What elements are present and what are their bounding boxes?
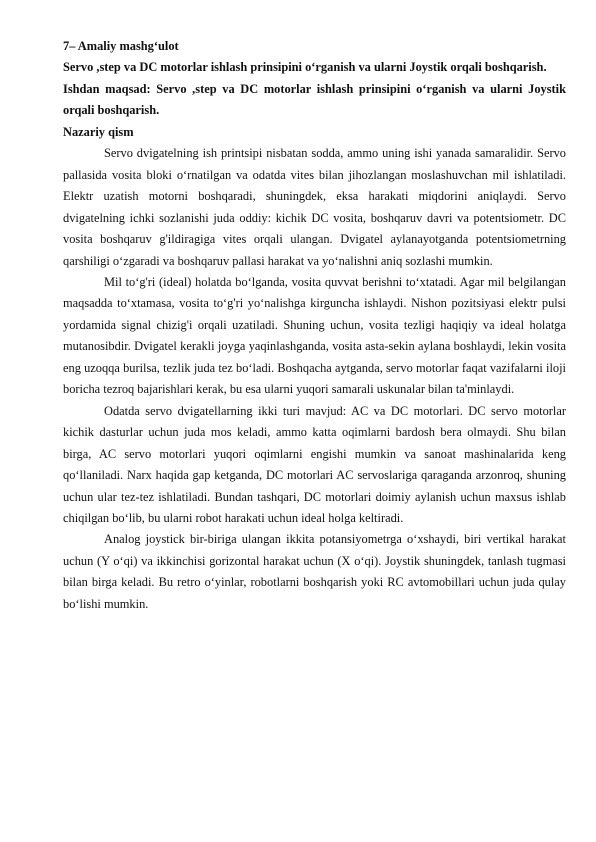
- paragraph-servo-types: Odatda servo dvigatellarning ikki turi mavjud: AC va DC motorlari. DC servo motorlar kichik dasturlar uchun juda mos keladi, ammo katta oqimlarni bardosh bera olmaydi. Shu bilan birga, AC servo motorlari yuqori oqimlarni engishi mumkin va sanoat mashinalarida keng qo‘llaniladi. Narx haqida gap ketganda, DC motorlari AC servoslariga qaraganda arzonroq, shuning uchun ular tez-tez ishlatiladi. Bundan tashqari, DC motorlari doimiy aylanish uchun maxsus ishlab chiqilgan bo‘lib, bu ularni robot harakati uchun ideal holga keltiradi.: [63, 403, 566, 525]
- document-page: [63, 36, 566, 615]
- paragraph-joystick: Analog joystick bir-biriga ulangan ikkita potansiyometrga o‘xshaydi, biri vertikal harakat uchun (Y o‘qi) va ikkinchisi gorizontal harakat uchun (X o‘qi). Joystik shuningdek, tanlash tugmasi bilan birga keladi. Bu retro o‘yinlar, robotlarni boshqarish yoki RC avtomobillari uchun juda qulay bo‘lishi mumkin.: [63, 532, 566, 611]
- theory-heading: Nazariy qism: [63, 124, 134, 139]
- goal-heading: Ishdan maqsad: Servo ,step va DC motorlar ishlash prinsipini o‘rganish va ularni Joystik orqali boshqarish.: [63, 81, 566, 118]
- topic-heading: Servo ,step va DC motorlar ishlash prinsipini o‘rganish va ularni Joystik orqali boshqarish.: [63, 60, 547, 75]
- lab-heading: 7– Amaliy mashg‘ulot: [63, 39, 179, 53]
- paragraph-shaft-position: Mil to‘g'ri (ideal) holatda bo‘lganda, vosita quvvat berishni to‘xtatadi. Agar mil belgilangan maqsadda to‘xtamasa, vosita to‘g'ri yo‘nalishga kirguncha ishlaydi. Nishon pozitsiyasi elektr pulsi yordamida signal chizig'i orqali uzatiladi. Shuning uchun, vosita tezligi haqiqiy va ideal holatga mutanosibdir. Dvigatel kerakli joyga yaqinlashganda, vosita asta-sekin aylana boshlaydi, lekin vosita eng uzoqqa burilsa, tezlik juda tez bo‘ladi. Boshqacha aytganda, servo motorlar faqat vazifalarni iloji boricha tezroq bajarishlari kerak, bu esa ularni yuqori samarali uskunalar bilan ta'minlaydi.: [63, 274, 566, 397]
- paragraph-servo-principle: Servo dvigatelning ish printsipi nisbatan sodda, ammo uning ishi yanada samaralidir. Servo pallasida vosita bloki o‘rnatilgan va odatda vites bilan jihozlangan moslashuvchan mil ishlatiladi. Elektr uzatish motorni boshqaradi, shuningdek, eksa harakati miqdorini aniqlaydi. Servo dvigatelning ichki sozlanishi juda oddiy: kichik DC vosita, boshqaruv davri va potentsiometr. DC vosita boshqaruv g'ildiragiga vites orqali ulangan. Dvigatel aylanayotganda potentsiometrning qarshiligi o‘zgaradi va boshqaruv pallasi harakat va yo‘nalishni aniq sozlashi mumkin.: [63, 146, 566, 268]
